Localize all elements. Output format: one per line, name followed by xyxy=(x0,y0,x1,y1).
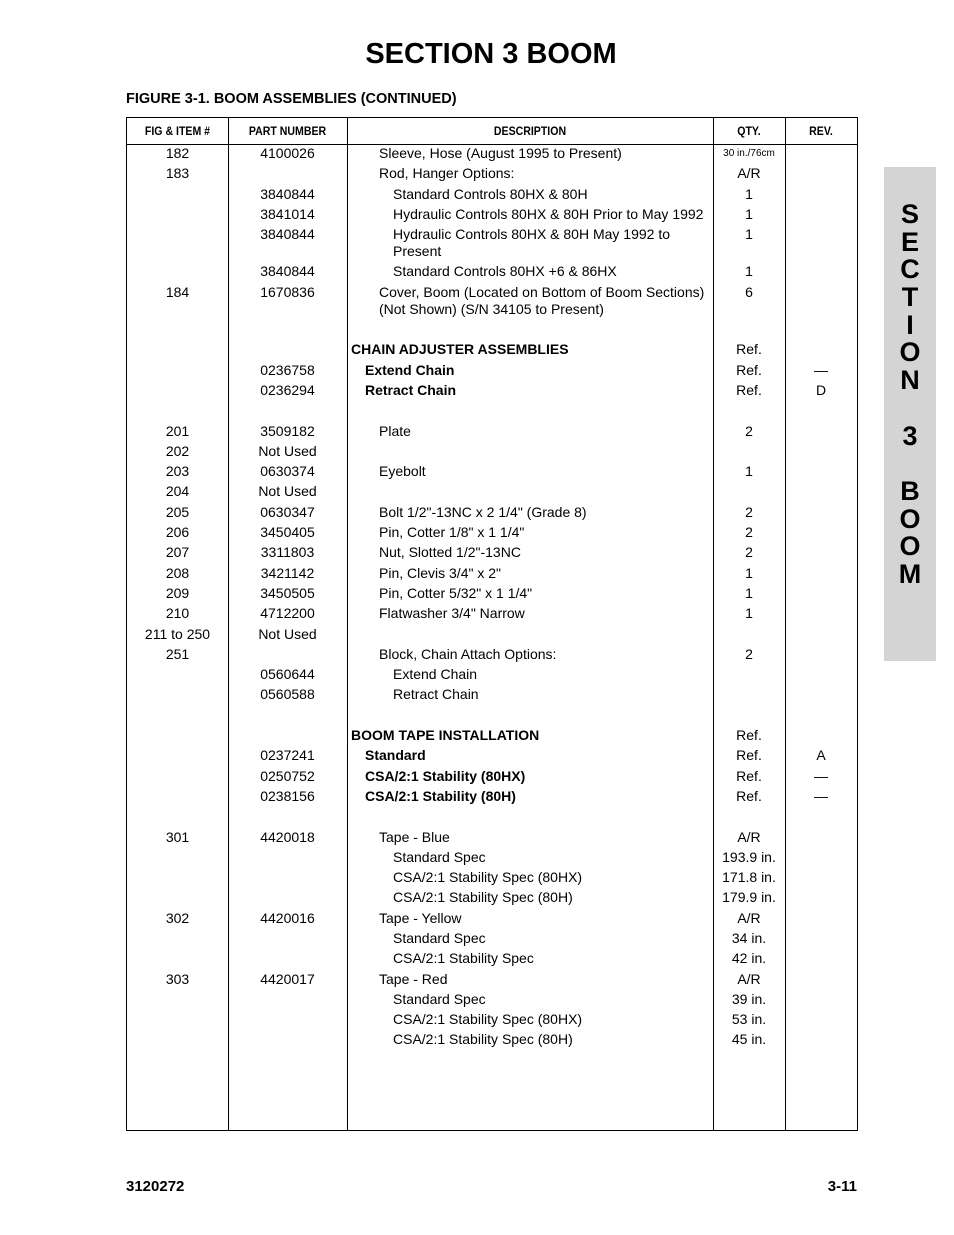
description-line: Nut, Slotted 1/2"-13NC xyxy=(379,544,521,561)
part-number: 0238156 xyxy=(260,787,315,804)
table-row xyxy=(127,544,857,564)
part-number: 3450405 xyxy=(260,524,315,541)
side-tab-letter: E xyxy=(900,226,919,257)
part-description xyxy=(347,991,713,1008)
fig-item-number: 205 xyxy=(165,503,190,520)
document-number: 3120272 xyxy=(126,1178,185,1195)
side-tab-letter: C xyxy=(900,254,920,285)
part-description xyxy=(347,145,713,162)
description-line: CSA/2:1 Stability (80H) xyxy=(365,787,516,804)
table-row xyxy=(127,284,857,321)
description-line: Eyebolt xyxy=(379,463,426,480)
revision: A xyxy=(816,747,826,764)
side-tab-letter: N xyxy=(900,365,920,396)
fig-item-number: 203 xyxy=(165,463,190,480)
table-row xyxy=(127,747,857,767)
quantity: A/R xyxy=(737,970,761,987)
side-tab-letters xyxy=(884,201,936,589)
part-description xyxy=(347,565,713,582)
quantity: 1 xyxy=(745,564,753,581)
figure-caption: FIGURE 3-1. BOOM ASSEMBLIES (CONTINUED) xyxy=(126,91,457,107)
description-line: CSA/2:1 Stability Spec xyxy=(393,950,534,967)
quantity: 2 xyxy=(745,422,753,439)
quantity: 2 xyxy=(745,524,753,541)
description-line: Retract Chain xyxy=(393,686,479,703)
description-line: Present xyxy=(393,243,442,260)
quantity: 42 in. xyxy=(731,950,767,967)
part-number: 4420016 xyxy=(260,909,315,926)
quantity: 1 xyxy=(745,584,753,601)
part-description xyxy=(347,206,713,223)
quantity: A/R xyxy=(737,909,761,926)
header-qty: QTY. xyxy=(737,124,761,138)
revision: — xyxy=(814,361,828,378)
quantity: 39 in. xyxy=(731,990,767,1007)
part-number: 0237241 xyxy=(260,747,315,764)
part-number: 0236758 xyxy=(260,361,315,378)
quantity: 45 in. xyxy=(731,1031,767,1048)
table-row xyxy=(127,930,857,950)
table-row xyxy=(127,605,857,625)
description-line: Block, Chain Attach Options: xyxy=(379,645,557,662)
part-number: 1670836 xyxy=(260,283,315,300)
table-body xyxy=(127,145,857,1052)
table-row xyxy=(127,646,857,666)
fig-item-number: 301 xyxy=(165,828,190,845)
part-description xyxy=(347,727,713,744)
part-number: Not Used xyxy=(258,442,317,459)
table-row xyxy=(127,382,857,402)
fig-item-number: 251 xyxy=(165,645,190,662)
part-number: 4100026 xyxy=(260,145,315,161)
table-row xyxy=(127,910,857,930)
description-line: (Not Shown) (S/N 34105 to Present) xyxy=(379,300,604,317)
description-line: Tape - Yellow xyxy=(379,909,462,926)
quantity: Ref. xyxy=(736,361,762,378)
header-part-number: PART NUMBER xyxy=(248,124,327,138)
description-line: Retract Chain xyxy=(365,381,457,398)
table-row xyxy=(127,889,857,909)
part-number: 3450505 xyxy=(260,584,315,601)
part-description xyxy=(347,666,713,683)
table-row xyxy=(127,186,857,206)
part-number: 3840844 xyxy=(260,226,315,243)
section-side-tab xyxy=(884,167,936,661)
description-line: Plate xyxy=(379,422,411,439)
description-line: Standard xyxy=(365,747,426,764)
page-title: SECTION 3 BOOM xyxy=(365,38,617,70)
side-tab-letter: 3 xyxy=(902,420,918,451)
side-tab-letter: T xyxy=(901,282,919,313)
part-description xyxy=(347,284,713,318)
table-spacer-row xyxy=(127,808,857,828)
fig-item-number: 204 xyxy=(165,483,190,500)
part-description xyxy=(347,463,713,480)
table-row xyxy=(127,585,857,605)
fig-item-number: 210 xyxy=(165,605,190,622)
fig-item-number: 182 xyxy=(165,145,190,161)
part-number: 3421142 xyxy=(260,564,315,581)
description-line: Extend Chain xyxy=(365,361,455,378)
table-row xyxy=(127,443,857,463)
quantity: 2 xyxy=(745,645,753,662)
part-description xyxy=(347,1011,713,1028)
quantity: 30 in./76cm xyxy=(723,148,775,159)
table-row xyxy=(127,341,857,361)
description-line: Extend Chain xyxy=(393,666,478,683)
description-line: Standard Spec xyxy=(393,848,486,865)
description-line: CSA/2:1 Stability Spec (80HX) xyxy=(393,1011,583,1028)
fig-item-number: 208 xyxy=(165,564,190,581)
part-description xyxy=(347,950,713,967)
quantity: 34 in. xyxy=(731,929,767,946)
table-row xyxy=(127,971,857,991)
table-row xyxy=(127,423,857,443)
quantity: 1 xyxy=(745,463,753,480)
part-number: 0236294 xyxy=(260,381,315,398)
table-row xyxy=(127,524,857,544)
side-tab-letter: I xyxy=(906,309,914,340)
table-row xyxy=(127,849,857,869)
quantity: Ref. xyxy=(736,341,762,358)
fig-item-number: 302 xyxy=(165,909,190,926)
side-tab-letter: O xyxy=(899,531,921,562)
quantity: A/R xyxy=(737,828,761,845)
description-line: Tape - Blue xyxy=(379,828,450,845)
part-description xyxy=(347,362,713,379)
part-number: 3509182 xyxy=(260,422,315,439)
side-tab-letter: O xyxy=(899,503,921,534)
description-line: Hydraulic Controls 80HX & 80H Prior to May 1992 xyxy=(393,205,704,222)
part-description xyxy=(347,646,713,663)
quantity: 1 xyxy=(745,605,753,622)
part-description xyxy=(347,423,713,440)
part-description xyxy=(347,849,713,866)
part-number: 3840844 xyxy=(260,185,315,202)
side-tab-letter: M xyxy=(898,558,922,589)
table-row xyxy=(127,950,857,970)
fig-item-number: 184 xyxy=(165,283,190,300)
description-line: Standard Controls 80HX +6 & 86HX xyxy=(393,263,617,280)
part-description xyxy=(347,585,713,602)
table-row xyxy=(127,463,857,483)
description-line: Cover, Boom (Located on Bottom of Boom Sections) xyxy=(379,283,705,300)
description-line: Pin, Cotter 1/8" x 1 1/4" xyxy=(379,524,525,541)
part-number: 4420017 xyxy=(260,970,315,987)
part-number: 4712200 xyxy=(260,605,315,622)
quantity: 1 xyxy=(745,263,753,280)
fig-item-number: 206 xyxy=(165,524,190,541)
description-line: CSA/2:1 Stability (80HX) xyxy=(365,767,526,784)
part-description xyxy=(347,788,713,805)
part-description xyxy=(347,1031,713,1048)
table-row xyxy=(127,263,857,283)
table-row xyxy=(127,829,857,849)
table-row xyxy=(127,869,857,889)
part-number: 4420018 xyxy=(260,828,315,845)
table-row xyxy=(127,565,857,585)
description-line: Sleeve, Hose (August 1995 to Present) xyxy=(379,145,622,161)
header-fig-item: FIG & ITEM # xyxy=(144,124,211,138)
table-spacer-row xyxy=(127,707,857,727)
part-number: 0560588 xyxy=(260,686,315,703)
part-number: 3841014 xyxy=(260,205,315,222)
description-line: Bolt 1/2"-13NC x 2 1/4" (Grade 8) xyxy=(379,503,587,520)
description-line: Hydraulic Controls 80HX & 80H May 1992 to xyxy=(393,226,671,243)
description-line: Standard Spec xyxy=(393,929,486,946)
fig-item-number: 303 xyxy=(165,970,190,987)
quantity: Ref. xyxy=(736,787,762,804)
table-row xyxy=(127,504,857,524)
quantity: Ref. xyxy=(736,747,762,764)
side-tab-letter: B xyxy=(900,475,920,506)
part-description xyxy=(347,186,713,203)
part-description xyxy=(347,382,713,399)
part-number: Not Used xyxy=(258,483,317,500)
table-spacer-row xyxy=(127,402,857,422)
revision: — xyxy=(814,787,828,804)
quantity: Ref. xyxy=(736,381,762,398)
part-description xyxy=(347,544,713,561)
table-row xyxy=(127,483,857,503)
quantity: Ref. xyxy=(736,767,762,784)
table-row xyxy=(127,165,857,185)
side-tab-letter: O xyxy=(899,337,921,368)
part-description xyxy=(347,165,713,182)
part-description xyxy=(347,889,713,906)
fig-item-number: 202 xyxy=(165,442,190,459)
quantity: 1 xyxy=(745,185,753,202)
quantity: 2 xyxy=(745,544,753,561)
fig-item-number: 209 xyxy=(165,584,190,601)
side-tab-letter: S xyxy=(900,199,919,229)
description-line: CSA/2:1 Stability Spec (80HX) xyxy=(393,869,583,886)
description-line: Pin, Cotter 5/32" x 1 1/4" xyxy=(379,584,533,601)
part-description xyxy=(347,263,713,280)
part-description xyxy=(347,829,713,846)
description-line: Pin, Clevis 3/4" x 2" xyxy=(379,564,501,581)
part-number: 0560644 xyxy=(260,666,315,683)
part-number: 0630347 xyxy=(260,503,315,520)
table-row xyxy=(127,991,857,1011)
side-tab-letter xyxy=(884,395,936,423)
fig-item-number: 201 xyxy=(165,422,190,439)
page-number: 3-11 xyxy=(827,1178,857,1195)
table-row xyxy=(127,145,857,165)
part-description xyxy=(347,747,713,764)
part-description xyxy=(347,971,713,988)
fig-item-number: 211 to 250 xyxy=(144,625,211,642)
part-description xyxy=(347,226,713,260)
quantity: 193.9 in. xyxy=(722,848,776,865)
table-row xyxy=(127,788,857,808)
part-number: 0630374 xyxy=(260,463,315,480)
quantity: 179.9 in. xyxy=(722,889,776,906)
quantity: Ref. xyxy=(736,727,762,744)
quantity: 2 xyxy=(745,503,753,520)
table-row xyxy=(127,1031,857,1051)
part-number: 3840844 xyxy=(260,263,315,280)
description-line: Rod, Hanger Options: xyxy=(379,165,515,182)
part-description xyxy=(347,930,713,947)
table-row xyxy=(127,727,857,747)
part-description xyxy=(347,341,713,358)
table-row xyxy=(127,226,857,263)
table-row xyxy=(127,686,857,706)
table-row xyxy=(127,626,857,646)
part-description xyxy=(347,524,713,541)
fig-item-number: 183 xyxy=(165,165,190,182)
description-line: CSA/2:1 Stability Spec (80H) xyxy=(393,889,573,906)
part-description xyxy=(347,869,713,886)
fig-item-number: 207 xyxy=(165,544,190,561)
side-tab-letter xyxy=(884,450,936,478)
description-line: BOOM TAPE INSTALLATION xyxy=(351,727,540,744)
table-row xyxy=(127,1011,857,1031)
table-row xyxy=(127,666,857,686)
quantity: 53 in. xyxy=(731,1011,767,1028)
part-description xyxy=(347,686,713,703)
part-description xyxy=(347,768,713,785)
part-description xyxy=(347,605,713,622)
part-description xyxy=(347,910,713,927)
part-number: 3311803 xyxy=(260,544,315,561)
table-header xyxy=(127,118,857,145)
table-spacer-row xyxy=(127,321,857,341)
part-number: Not Used xyxy=(258,625,317,642)
table-row xyxy=(127,768,857,788)
revision: — xyxy=(814,767,828,784)
revision: D xyxy=(815,381,827,398)
quantity: 1 xyxy=(745,205,753,222)
quantity: 6 xyxy=(745,283,753,300)
table-row xyxy=(127,362,857,382)
quantity: 171.8 in. xyxy=(722,869,776,886)
description-line: CHAIN ADJUSTER ASSEMBLIES xyxy=(351,341,569,358)
parts-table xyxy=(126,117,858,1131)
quantity: 1 xyxy=(745,226,753,243)
description-line: Standard Controls 80HX & 80H xyxy=(393,185,588,202)
table-row xyxy=(127,206,857,226)
header-description: DESCRIPTION xyxy=(493,124,567,138)
description-line: CSA/2:1 Stability Spec (80H) xyxy=(393,1031,573,1048)
quantity: A/R xyxy=(737,165,761,182)
description-line: Flatwasher 3/4" Narrow xyxy=(379,605,525,622)
description-line: Tape - Red xyxy=(379,970,448,987)
header-rev: REV. xyxy=(809,124,833,138)
description-line: Standard Spec xyxy=(393,990,486,1007)
part-description xyxy=(347,504,713,521)
part-number: 0250752 xyxy=(260,767,315,784)
